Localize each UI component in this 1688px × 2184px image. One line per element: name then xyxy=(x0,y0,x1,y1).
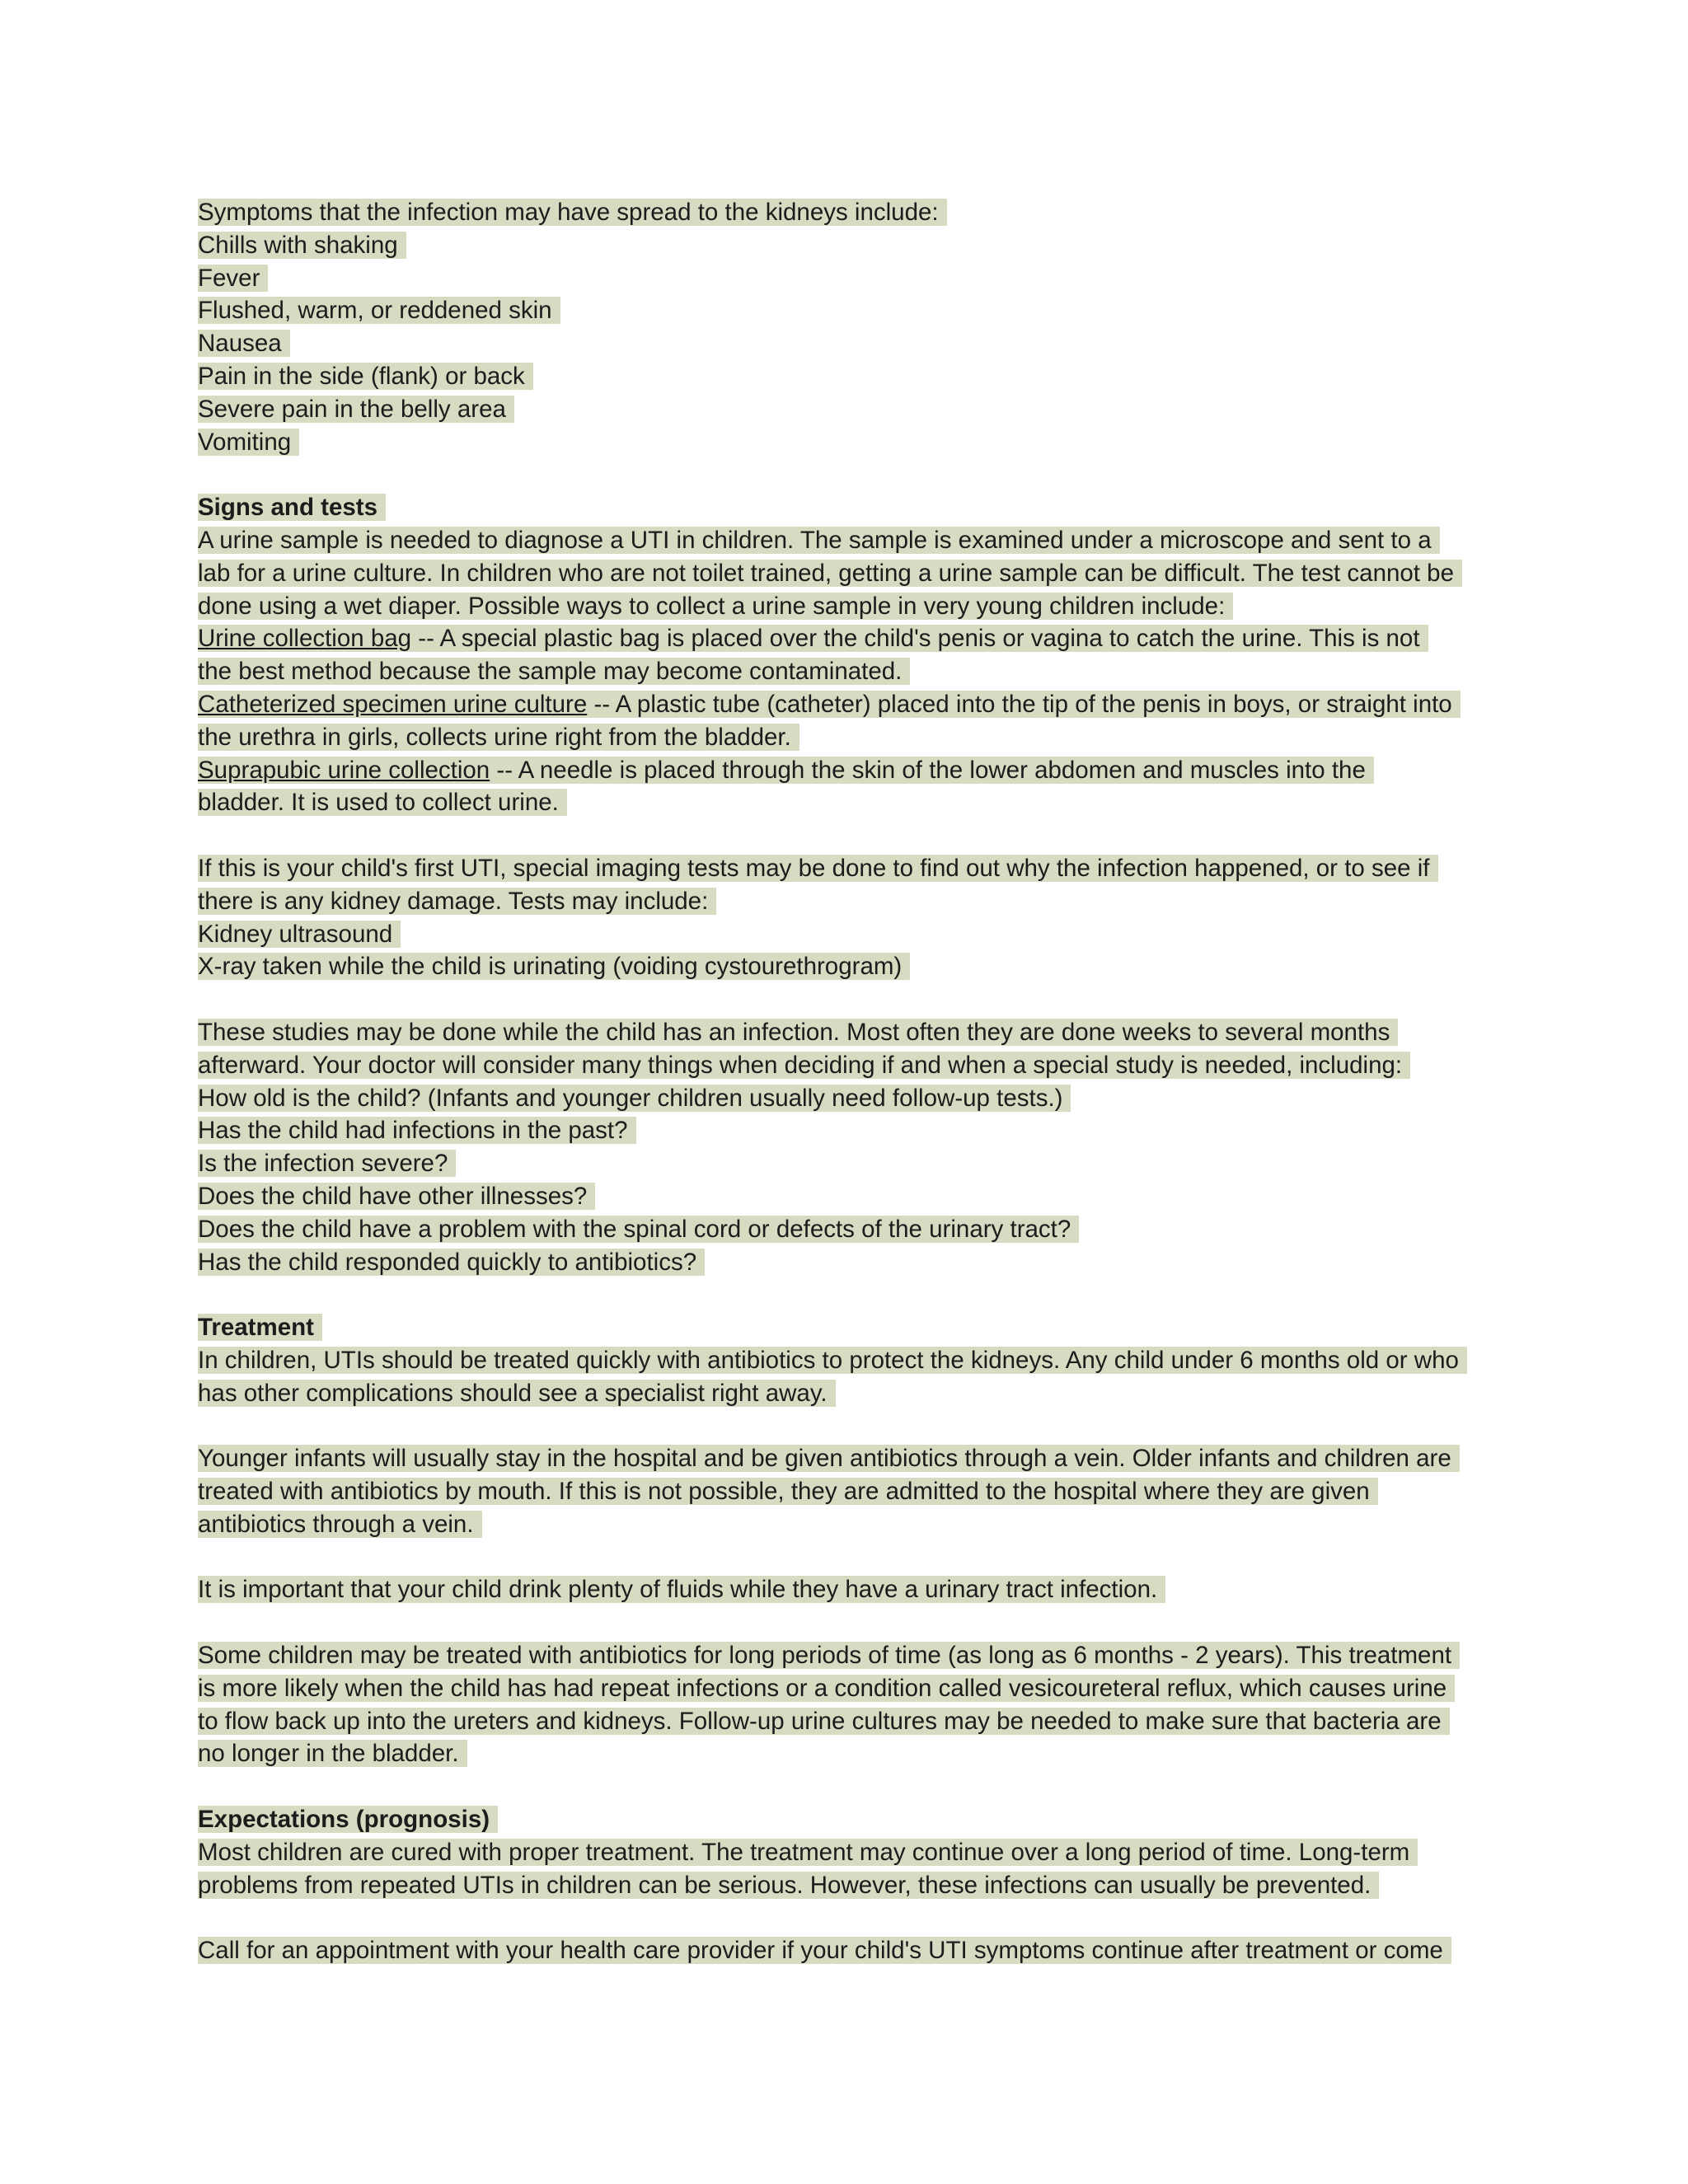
list-item: Is the infection severe? xyxy=(198,1150,456,1177)
paragraph-line: Call for an appointment with your health care provider if your child's UTI symptoms continue after treatment or come xyxy=(198,1937,1451,1964)
list-item: Severe pain in the belly area xyxy=(198,396,514,423)
method-description: -- A special plastic bag is placed over the child's penis or vagina to catch the urine. This is not xyxy=(411,625,1420,653)
link-urine-collection-bag[interactable]: Urine collection bag xyxy=(198,625,412,653)
paragraph-line: no longer in the bladder. xyxy=(198,1740,467,1767)
paragraph-line: afterward. Your doctor will consider many things when deciding if and when a special study is needed, including: xyxy=(198,1052,1410,1079)
paragraph-line: there is any kidney damage. Tests may include: xyxy=(198,888,716,915)
treatment-section xyxy=(198,1311,1500,1770)
section-heading-signs-tests: Signs and tests xyxy=(198,494,386,521)
paragraph-line: Most children are cured with proper treatment. The treatment may continue over a long period of time. Long-term xyxy=(198,1839,1418,1866)
list-item: X-ray taken while the child is urinating (voiding cystourethrogram) xyxy=(198,953,910,980)
signs-and-tests-section xyxy=(198,491,1500,1278)
paragraph-line: It is important that your child drink plenty of fluids while they have a urinary tract infection. xyxy=(198,1576,1165,1603)
kidney-intro: Symptoms that the infection may have spread to the kidneys include: xyxy=(198,199,947,226)
list-item: Kidney ultrasound xyxy=(198,921,401,948)
paragraph-line: If this is your child's first UTI, special imaging tests may be done to find out why the infection happened, or to see if xyxy=(198,855,1438,882)
paragraph-line: to flow back up into the ureters and kidneys. Follow-up urine cultures may be needed to make sure that bacteria are xyxy=(198,1708,1450,1735)
method-description-cont: the urethra in girls, collects urine right from the bladder. xyxy=(198,724,799,751)
paragraph-line: done using a wet diaper. Possible ways to collect a urine sample in very young children include: xyxy=(198,593,1233,620)
link-suprapubic-collection[interactable]: Suprapubic urine collection xyxy=(198,756,490,784)
prognosis-section xyxy=(198,1803,1500,1967)
paragraph-line: Younger infants will usually stay in the hospital and be given antibiotics through a vein. Older infants and children are xyxy=(198,1445,1460,1472)
paragraph-line: is more likely when the child has had repeat infections or a condition called vesicoureteral reflux, which causes urine xyxy=(198,1675,1455,1702)
method-description-cont: bladder. It is used to collect urine. xyxy=(198,789,567,816)
document-page xyxy=(198,196,1500,1967)
list-item: Does the child have a problem with the spinal cord or defects of the urinary tract? xyxy=(198,1216,1079,1243)
list-item: Flushed, warm, or reddened skin xyxy=(198,297,560,324)
list-item: Vomiting xyxy=(198,429,299,456)
list-item: Chills with shaking xyxy=(198,232,406,259)
method-description-cont: the best method because the sample may become contaminated. xyxy=(198,658,910,685)
kidney-symptoms-section xyxy=(198,196,1500,458)
list-item: Has the child had infections in the past? xyxy=(198,1117,636,1144)
list-item: Nausea xyxy=(198,330,290,357)
list-item: Pain in the side (flank) or back xyxy=(198,363,533,390)
paragraph-line: has other complications should see a specialist right away. xyxy=(198,1380,836,1407)
list-item: Fever xyxy=(198,265,268,292)
list-item: How old is the child? (Infants and younger children usually need follow-up tests.) xyxy=(198,1085,1071,1112)
paragraph-line: Some children may be treated with antibiotics for long periods of time (as long as 6 months - 2 years). This treatment xyxy=(198,1642,1460,1669)
paragraph-line: lab for a urine culture. In children who are not toilet trained, getting a urine sample can be difficult. The test cannot be xyxy=(198,560,1462,587)
method-description: -- A plastic tube (catheter) placed into the tip of the penis in boys, or straight into xyxy=(587,690,1452,718)
link-catheterized-specimen[interactable]: Catheterized specimen urine culture xyxy=(198,690,588,718)
paragraph-line: In children, UTIs should be treated quickly with antibiotics to protect the kidneys. Any child under 6 months old or who xyxy=(198,1347,1467,1374)
paragraph-line: A urine sample is needed to diagnose a UTI in children. The sample is examined under a microscope and sent to a xyxy=(198,527,1440,554)
method-description: -- A needle is placed through the skin of the lower abdomen and muscles into the xyxy=(490,756,1366,784)
list-item: Has the child responded quickly to antibiotics? xyxy=(198,1249,705,1276)
section-heading-prognosis: Expectations (prognosis) xyxy=(198,1806,498,1833)
paragraph-line: problems from repeated UTIs in children can be serious. However, these infections can usually be prevented. xyxy=(198,1872,1379,1899)
paragraph-line: antibiotics through a vein. xyxy=(198,1511,482,1538)
paragraph-line: treated with antibiotics by mouth. If this is not possible, they are admitted to the hospital where they are given xyxy=(198,1478,1378,1505)
section-heading-treatment: Treatment xyxy=(198,1314,322,1341)
list-item: Does the child have other illnesses? xyxy=(198,1183,595,1210)
paragraph-line: These studies may be done while the child has an infection. Most often they are done weeks to several months xyxy=(198,1019,1398,1046)
